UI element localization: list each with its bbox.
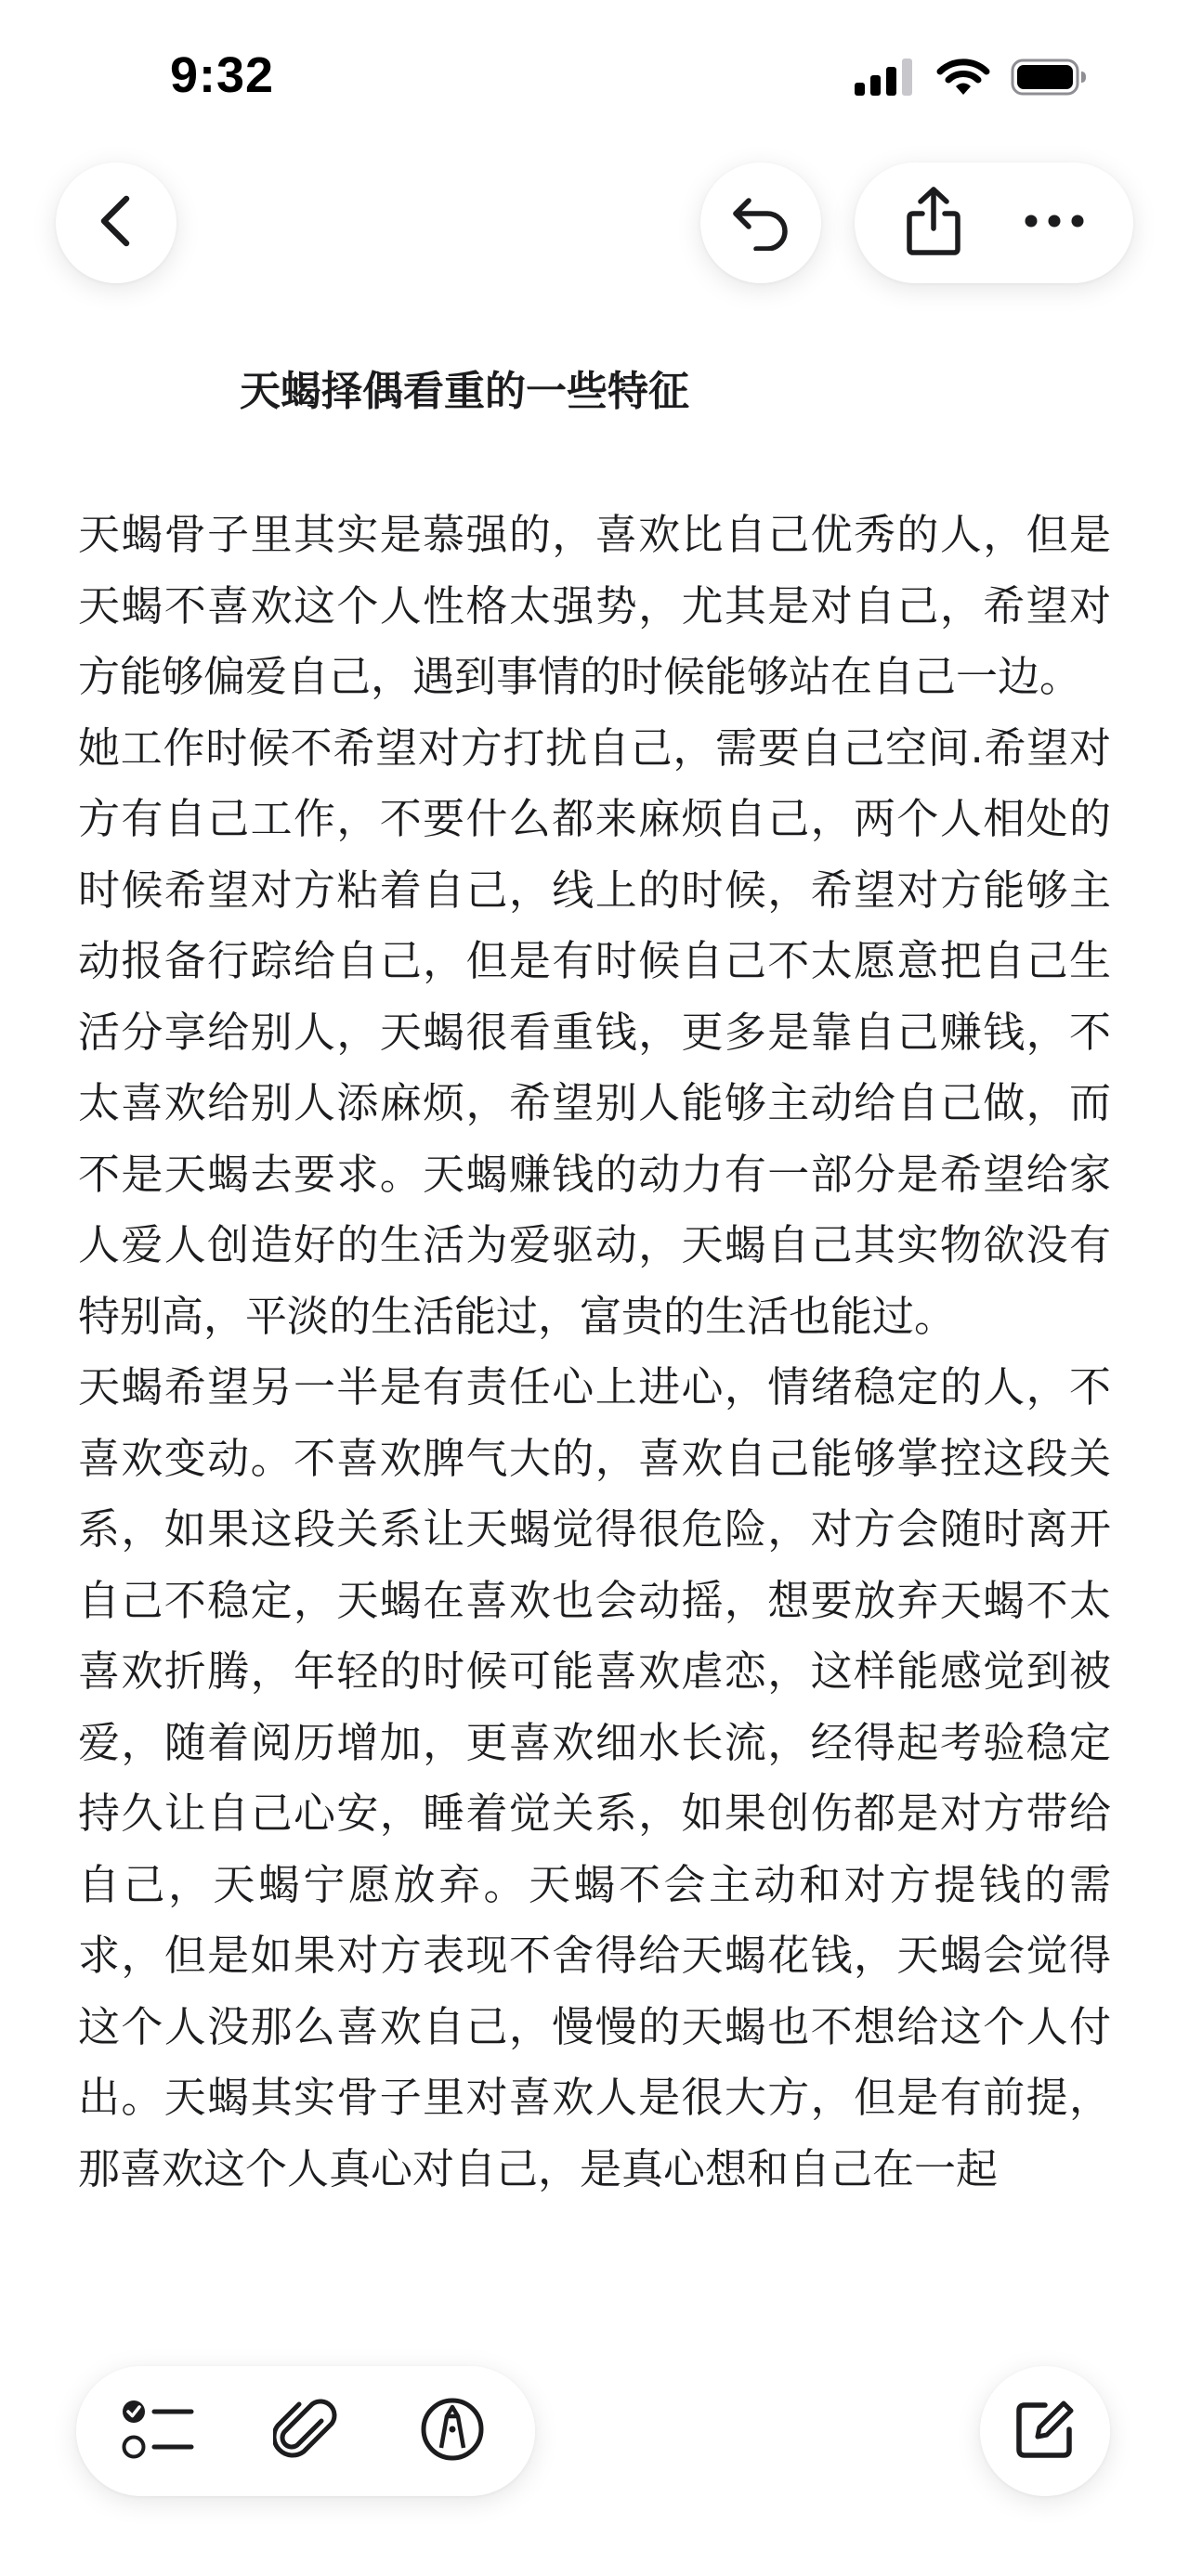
status-icons [855,58,1087,100]
paperclip-icon [273,2395,338,2467]
note-title[interactable]: 天蝎择偶看重的一些特征 [240,368,689,415]
cellular-signal-icon [855,59,916,99]
wifi-icon [936,58,990,100]
note-paragraph[interactable]: 天蝎骨子里其实是慕强的，喜欢比自己优秀的人，但是天蝎不喜欢这个人性格太强势，尤其是对自己，希望对方能够偏爱自己，遇到事情的时候能够站在自己一边。 [78,510,1111,701]
checklist-icon [121,2397,195,2465]
chevron-left-icon [93,193,139,253]
note-actions [855,163,1133,283]
markup-pen-icon [419,2396,486,2466]
status-time: 9:32 [170,47,275,103]
more-icon [1024,214,1085,232]
share-icon [904,186,963,260]
back-button[interactable] [56,163,176,283]
markup-button[interactable] [387,2366,517,2496]
undo-icon [728,191,793,254]
compose-button[interactable] [980,2366,1110,2496]
compose-icon [1012,2396,1078,2466]
undo-button[interactable] [700,163,821,283]
share-button[interactable] [873,163,994,283]
more-button[interactable] [994,163,1115,283]
note-paragraph[interactable]: 她工作时候不希望对方打扰自己，需要自己空间.希望对方有自己工作，不要什么都来麻烦自己，两个人相处的时候希望对方粘着自己，线上的时候，希望对方能够主动报备行踪给自己，但是有时候自己不太愿意把自己生活分享给别人，天蝎很看重钱，更多是靠自己赚钱，不太喜欢给别人添麻烦，希望别人能够主动给自己做，而不是天蝎去要求。天蝎赚钱的动力有一部分是希望给家人爱人创造好的生活为爱驱动，天蝎自己其实物欲没有特别高，平淡的生活能过，富贵的生活也能过。 [78,722,1111,1341]
bottom-toolbar [76,2366,535,2496]
checklist-button[interactable] [93,2366,223,2496]
note-body[interactable] [78,500,1111,2205]
note-paragraph[interactable]: 天蝎希望另一半是有责任心上进心，情绪稳定的人，不喜欢变动。不喜欢脾气大的，喜欢自己能够掌控这段关系，如果这段关系让天蝎觉得很危险，对方会随时离开自己不稳定，天蝎在喜欢也会动摇，想要放弃天蝎不太喜欢折腾，年轻的时候可能喜欢虐恋，这样能感觉到被爱，随着阅历增加，更喜欢细水长流，经得起考验稳定持久让自己心安，睡着觉关系，如果创伤都是对方带给自己，天蝎宁愿放弃。天蝎不会主动和对方提钱的需求，但是如果对方表现不舍得给天蝎花钱，天蝎会觉得这个人没那么喜欢自己，慢慢的天蝎也不想给这个人付出。天蝎其实骨子里对喜欢人是很大方，但是有前提，那喜欢这个人真心对自己，是真心想和自己在一起 [78,1362,1111,2193]
attach-button[interactable] [241,2366,371,2496]
battery-icon [1011,59,1087,99]
status-bar [0,0,1189,139]
